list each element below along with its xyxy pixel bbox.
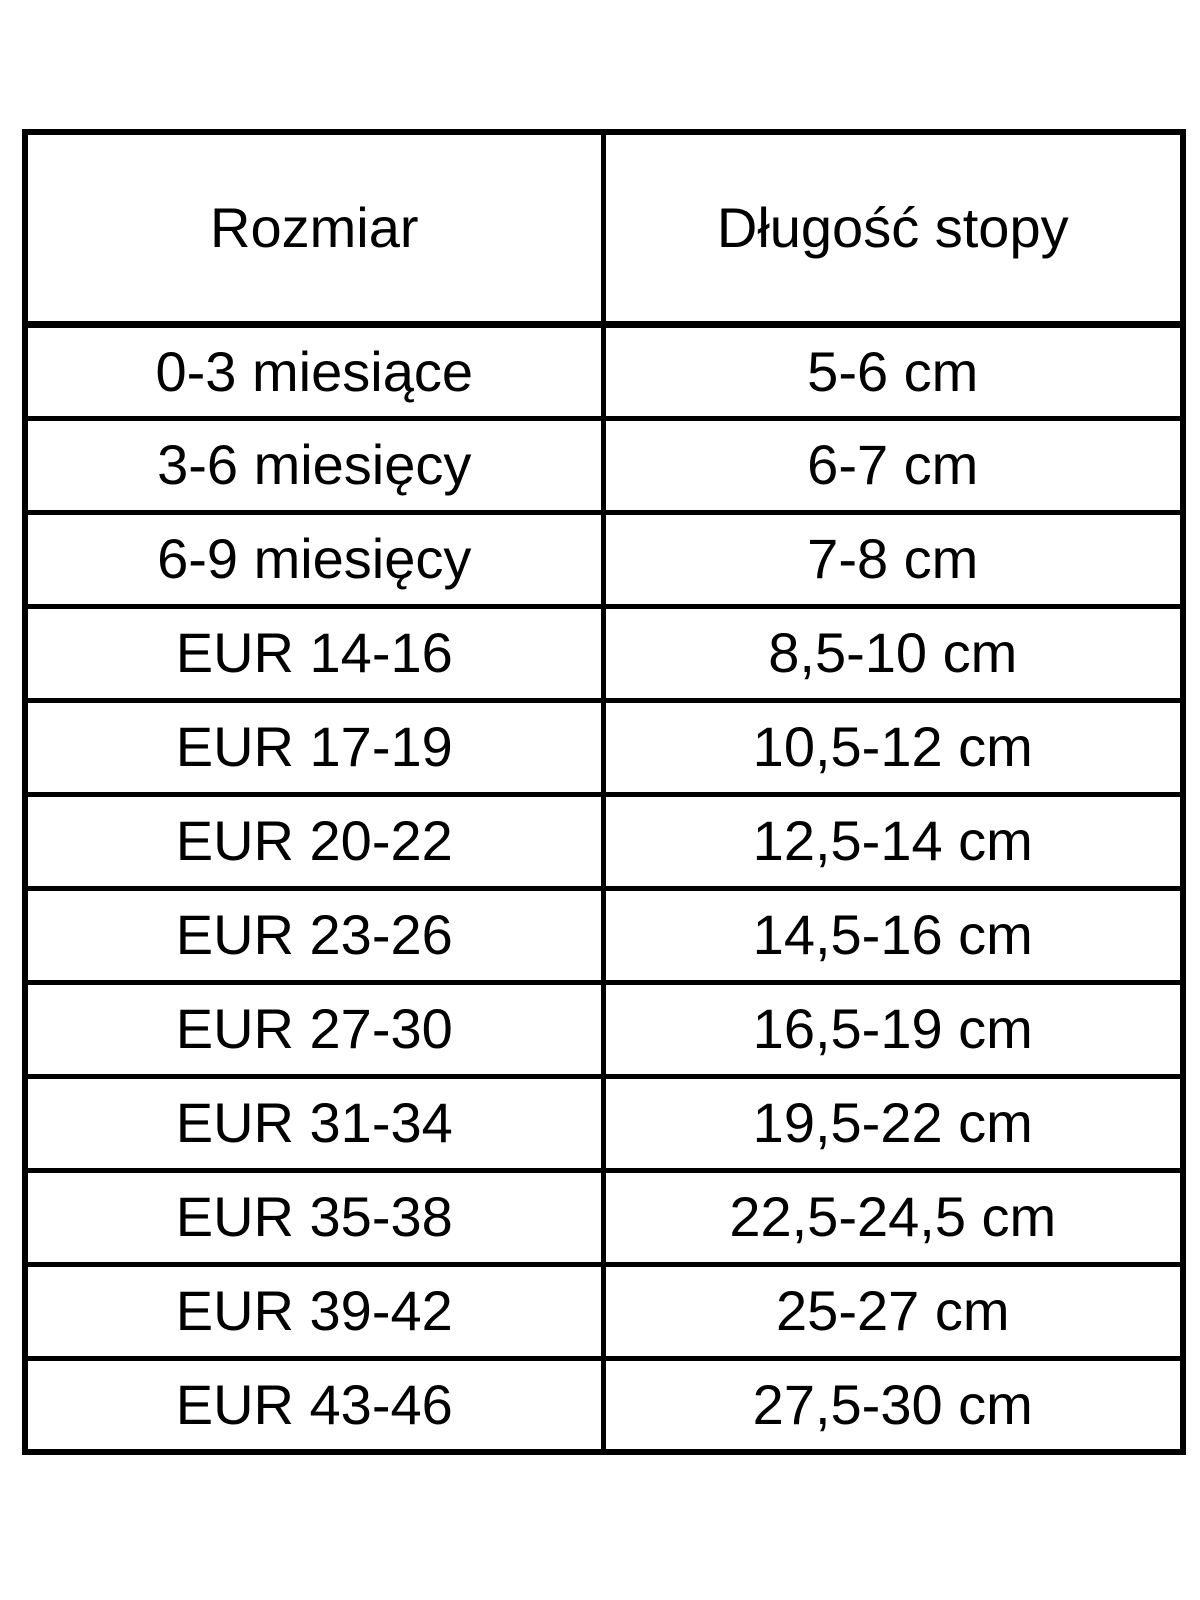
size-cell: EUR 31-34 [25,1076,603,1170]
table-row [25,700,1183,794]
table-row [25,324,1183,418]
size-cell: EUR 27-30 [25,982,603,1076]
table-row [25,418,1183,512]
table-row [25,794,1183,888]
foot-length-cell: 14,5-16 cm [603,888,1183,982]
size-cell: EUR 14-16 [25,606,603,700]
foot-length-cell: 6-7 cm [603,418,1183,512]
size-cell: EUR 35-38 [25,1170,603,1264]
foot-length-cell: 12,5-14 cm [603,794,1183,888]
foot-length-cell: 19,5-22 cm [603,1076,1183,1170]
foot-length-cell: 22,5-24,5 cm [603,1170,1183,1264]
table-row [25,606,1183,700]
foot-length-cell: 16,5-19 cm [603,982,1183,1076]
size-cell: EUR 39-42 [25,1264,603,1358]
table-row [25,1170,1183,1264]
size-chart-header [25,132,1183,324]
table-row [25,888,1183,982]
size-cell: 3-6 miesięcy [25,418,603,512]
foot-length-cell: 8,5-10 cm [603,606,1183,700]
table-row [25,1264,1183,1358]
size-cell: EUR 43-46 [25,1358,603,1452]
header-row [25,132,1183,324]
size-cell: EUR 20-22 [25,794,603,888]
foot-length-column-header: Długość stopy [603,132,1183,324]
foot-length-cell: 25-27 cm [603,1264,1183,1358]
table-row [25,512,1183,606]
foot-length-cell: 10,5-12 cm [603,700,1183,794]
size-chart-table [22,129,1186,1455]
foot-length-cell: 5-6 cm [603,324,1183,418]
table-row [25,982,1183,1076]
size-cell: 0-3 miesiące [25,324,603,418]
size-column-header: Rozmiar [25,132,603,324]
foot-length-cell: 27,5-30 cm [603,1358,1183,1452]
size-chart-body [25,324,1183,1452]
table-row [25,1358,1183,1452]
size-cell: 6-9 miesięcy [25,512,603,606]
table-row [25,1076,1183,1170]
size-cell: EUR 23-26 [25,888,603,982]
foot-length-cell: 7-8 cm [603,512,1183,606]
size-cell: EUR 17-19 [25,700,603,794]
